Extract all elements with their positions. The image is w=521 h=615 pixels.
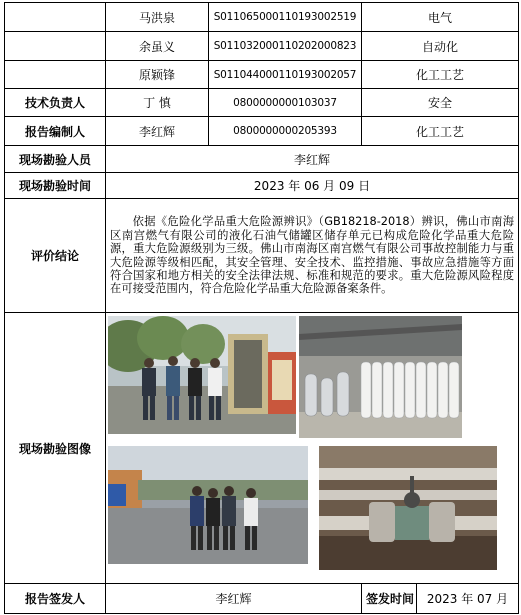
personnel-cert-id: S011032000110202000823 <box>209 32 362 61</box>
signer-label: 报告签发人 <box>5 584 106 614</box>
conclusion-row <box>5 199 519 313</box>
conclusion-cell <box>106 199 519 313</box>
personnel-major: 化工工艺 <box>362 61 519 89</box>
tech-lead-label: 技术负责人 <box>5 89 106 117</box>
site-photo-cylinder-warehouse <box>299 316 462 438</box>
site-time-value: 2023 年 06 月 09 日 <box>106 173 519 199</box>
personnel-row-blank <box>5 61 106 89</box>
site-photo-team-entrance <box>108 316 296 434</box>
site-images-label: 现场勘验图像 <box>5 313 106 584</box>
personnel-row-blank <box>5 3 106 32</box>
personnel-cert-id: S011044000110193002057 <box>209 61 362 89</box>
personnel-row-blank <box>5 32 106 61</box>
signer-value: 李红辉 <box>106 584 362 614</box>
report-author-major: 化工工艺 <box>362 117 519 146</box>
site-inspector-value: 李红辉 <box>106 146 519 173</box>
tech-lead-row <box>5 89 519 117</box>
site-time-label: 现场勘验时间 <box>5 173 106 199</box>
site-images-row <box>5 313 519 584</box>
personnel-name: 余虽义 <box>106 32 209 61</box>
personnel-row <box>5 32 519 61</box>
conclusion-label: 评价结论 <box>5 199 106 313</box>
personnel-major: 电气 <box>362 3 519 32</box>
tech-lead-major: 安全 <box>362 89 519 117</box>
personnel-major: 自动化 <box>362 32 519 61</box>
report-author-name: 李红辉 <box>106 117 209 146</box>
tech-lead-cert-id: 0800000000103037 <box>209 89 362 117</box>
report-author-cert-id: 0800000000205393 <box>209 117 362 146</box>
personnel-cert-id: S011065000110193002519 <box>209 3 362 32</box>
sign-time-label: 签发时间 <box>362 584 417 614</box>
site-photo-team-yard <box>108 446 308 564</box>
personnel-row <box>5 3 519 32</box>
conclusion-text: 依据《危险化学品重大危险源辨识》（GB18218-2018）辨识，佛山市南海区南宫燃气有限公司的液化石油气储罐区储存单元已构成危险化学品重大危险源，重大危险源级别为三级。佛山市南海区南宫燃气有限公司事故控制能力与重大危险源等级相匹配，其安全管理、安全技术、监控措施、事故应急措施等方面符合国家和地方相关的安全法律法规、标准和规范的要求。重大危险源风险程度在可接受范围内，符合危险化学品重大危险源备案条件。 <box>110 215 515 296</box>
personnel-name: 马洪泉 <box>106 3 209 32</box>
evaluation-report-table <box>4 2 519 614</box>
site-inspector-label: 现场勘验人员 <box>5 146 106 173</box>
site-inspector-row <box>5 146 519 173</box>
tech-lead-name: 丁 慎 <box>106 89 209 117</box>
site-time-row <box>5 173 519 199</box>
site-images-cell <box>106 313 519 584</box>
sign-time-value: 2023 年 07 月 <box>417 584 519 614</box>
report-author-label: 报告编制人 <box>5 117 106 146</box>
personnel-name: 原颖锋 <box>106 61 209 89</box>
signer-row <box>5 584 519 614</box>
site-photo-pipeline-valve <box>319 446 497 570</box>
report-author-row <box>5 117 519 146</box>
personnel-row <box>5 61 519 89</box>
